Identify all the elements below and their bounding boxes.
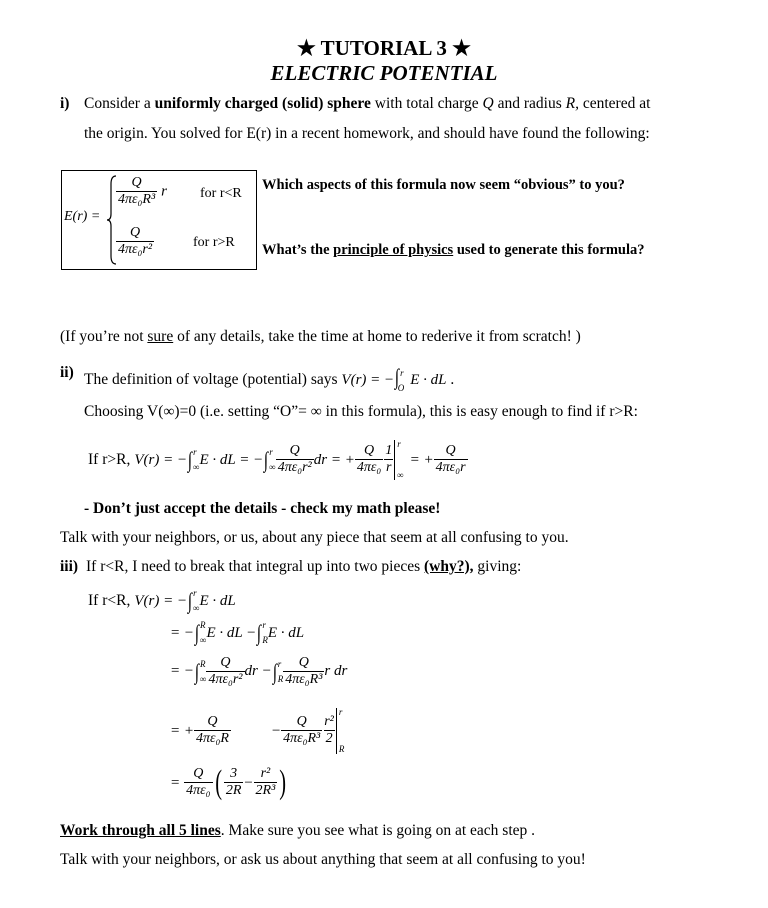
part1-label: i)	[60, 95, 70, 112]
inside-line4-num1: Q	[207, 714, 218, 730]
efield-case1-cond: for r<R	[200, 186, 242, 201]
calc-outside-num2: Q	[363, 443, 375, 459]
inside-line4-eq: = +	[170, 722, 194, 739]
inside-line3-eq: = −	[170, 663, 194, 680]
question-principle-a: What’s the	[262, 242, 334, 258]
left-paren-icon: (	[214, 764, 222, 801]
inside-line5	[170, 764, 289, 802]
efield-case2-den: 4πε₀r²	[118, 241, 153, 257]
inside-line3-lower2: R	[277, 673, 284, 684]
inside-line2-upper2: r	[262, 620, 266, 630]
inside-line1-prefix: If r<R,	[88, 592, 131, 609]
inside-line4-den2: 4πε₀R³	[283, 731, 321, 746]
rederive-note-b: sure	[147, 328, 174, 345]
inside-line2-int-a: E · dL −	[206, 624, 257, 641]
part1-line1-c: with total charge	[370, 95, 483, 112]
check-math-note: - Don’t just accept the details - check my math please!	[84, 500, 441, 517]
inside-line4-minus: −	[270, 722, 282, 739]
part1-line1-a: Consider a	[84, 95, 155, 112]
inside-line5-minus: −	[243, 774, 254, 791]
voltage-def-lhs: V(r) = −	[341, 372, 395, 388]
inside-line5-num1: Q	[193, 766, 204, 782]
part3-label: iii)	[60, 558, 79, 575]
inside-line5-num3: r²	[260, 766, 271, 782]
part1-line1-e: centered at	[578, 95, 651, 112]
calc-outside-int1: E · dL = −	[199, 451, 264, 468]
inside-line4-frac2	[281, 715, 322, 746]
inside-line3-upper2: r	[277, 658, 282, 669]
integral-sign: ∫	[395, 364, 400, 389]
part1-line1-bold: uniformly charged (solid) sphere	[154, 95, 371, 112]
inside-line3-num2: Q	[298, 655, 309, 670]
integral-sign: ∫	[272, 658, 277, 684]
inside-line5-frac1	[184, 767, 212, 798]
calc-outside-eval-lower: ∞	[397, 470, 404, 480]
rederive-note-c: of any details, take the time at home to rederive it from scratch! )	[173, 328, 581, 345]
inside-line4-eval	[336, 708, 345, 754]
calc-outside-num3: 1	[385, 443, 393, 459]
efield-case2-num: Q	[129, 225, 141, 240]
part2-line2: Choosing V(∞)=0 (i.e. setting “O”= ∞ in this formula), this is easy enough to find if r>R:	[84, 403, 638, 420]
calc-outside-den1: 4πε₀r²	[277, 460, 312, 475]
inside-line1-upper: r	[193, 588, 197, 598]
work-through-note	[60, 822, 535, 840]
part3-line1	[86, 558, 521, 576]
work-through-bold: Work through all 5 lines	[60, 822, 221, 839]
inside-line4-den1: 4πε₀R	[196, 731, 229, 746]
part1-line1-R: R,	[565, 95, 579, 112]
calc-outside-eval-upper: r	[397, 439, 401, 449]
inside-line5-den2: 2R	[225, 783, 242, 798]
calc-outside-frac1	[276, 444, 314, 475]
voltage-def-integrand: E · dL	[410, 372, 447, 388]
talk-neighbors-2: Talk with your neighbors, or ask us about anything that seem at all confusing to you!	[60, 851, 586, 868]
page-subtitle: ELECTRIC POTENTIAL	[270, 61, 498, 85]
inside-line4-den3: 2	[325, 731, 333, 746]
inside-line3-num1: Q	[220, 655, 231, 670]
calc-outside-num4: Q	[445, 443, 456, 459]
integral-sign: ∫	[257, 620, 262, 645]
question-principle-b: principle of physics	[333, 242, 454, 258]
inside-line3-dr: dr −	[244, 663, 272, 680]
part2-line1-text: The definition of voltage (potential) says	[84, 371, 342, 388]
inside-line4-num2: Q	[296, 714, 307, 730]
integral-sign: ∫	[187, 447, 193, 472]
inside-line2-lower: ∞	[200, 635, 207, 645]
calc-outside-upper: r	[193, 447, 197, 457]
calc-outside-lower2: ∞	[269, 462, 276, 472]
question-principle-c: used to generate this formula?	[453, 242, 645, 258]
efield-case1	[116, 176, 167, 207]
inside-line1-int: E · dL	[199, 592, 236, 609]
part3-line1-a: If r<R, I need to break that integral up into two pieces	[86, 558, 425, 575]
inside-line2-lower2: R	[262, 635, 268, 645]
voltage-def-lower: O	[397, 383, 405, 393]
efield-case1-tail: r	[161, 183, 167, 200]
inside-line2-int-b: E · dL	[267, 624, 305, 641]
right-paren-icon: )	[279, 764, 287, 801]
integral-sign: ∫	[194, 658, 200, 684]
inside-line1-lower: ∞	[193, 603, 200, 613]
calc-outside-prefix: If r>R,	[88, 451, 131, 468]
calc-outside-upper2: r	[269, 447, 273, 457]
inside-line2	[170, 620, 304, 646]
rederive-note-a: (If you’re not	[60, 328, 148, 345]
inside-line5-den3: 2R³	[255, 783, 276, 798]
calc-outside-frac4	[434, 444, 468, 475]
rederive-note	[60, 328, 581, 346]
inside-line2-eq: = −	[170, 624, 194, 641]
inside-line3-upper: R	[200, 658, 206, 669]
part1-line1	[84, 95, 650, 113]
calc-outside-dr: dr = +	[313, 451, 355, 468]
inside-line5-num2: 3	[230, 766, 238, 782]
inside-line3-frac2	[283, 656, 324, 687]
calc-outside-frac2	[355, 444, 383, 475]
inside-line3-frac1	[206, 656, 244, 687]
calc-outside-eval	[394, 440, 403, 480]
part3-line1-c: giving:	[473, 558, 522, 575]
question-principle	[262, 242, 645, 259]
calc-outside-den3: r	[386, 460, 392, 475]
part3-why: (why?),	[424, 558, 474, 575]
question-obvious: Which aspects of this formula now seem “obvious” to you?	[262, 177, 625, 193]
inside-line3-den1: 4πε₀r²	[208, 671, 243, 687]
inside-line5-frac2	[224, 767, 244, 798]
part2-line1: The definition of voltage (potential) says V(r) = −∫$^r_O$ E · dL .	[84, 364, 455, 393]
inside-line5-den1: 4πε₀	[186, 783, 211, 798]
calc-outside-V: V(r) = −	[134, 451, 188, 468]
efield-case2-frac	[116, 226, 154, 257]
calc-outside-den4: 4πε₀r	[435, 460, 466, 475]
inside-line2-upper: R	[200, 620, 206, 630]
calc-outside-lower: ∞	[193, 462, 200, 472]
calc-outside-num1: Q	[289, 443, 300, 459]
part1-line1-Q: Q	[482, 95, 494, 112]
part2-label: ii)	[60, 364, 74, 381]
efield-case1-den: 4πε₀R³	[118, 191, 156, 207]
part1-line2: the origin. You solved for E(r) in a recent homework, and should have found the following:	[84, 125, 650, 142]
calc-outside-den2: 4πε₀	[356, 460, 382, 475]
inside-line4-eval-upper: r	[338, 707, 343, 717]
efield-case1-num: Q	[131, 175, 142, 190]
inside-line1-V: V(r) = −	[134, 592, 188, 609]
integral-sign: ∫	[194, 620, 200, 645]
calc-outside-eq: = +	[409, 451, 434, 468]
calc-outside	[88, 440, 468, 480]
part1-line1-d: and radius	[493, 95, 566, 112]
inside-line4-num3: r²	[324, 714, 334, 730]
integral-sign: ∫	[187, 588, 193, 613]
efield-lhs: E(r) =	[64, 209, 101, 224]
efield-case2	[116, 226, 154, 257]
page-title: ★ TUTORIAL 3 ★	[296, 36, 471, 60]
inside-line5-frac3	[254, 767, 278, 798]
inside-line3-lower: ∞	[200, 673, 207, 684]
inside-line3-den2: 4πε₀R³	[285, 671, 323, 687]
work-through-rest: . Make sure you see what is going on at each step .	[220, 822, 536, 839]
integral-sign: ∫	[264, 447, 269, 472]
inside-line4-eval-lower: R	[338, 744, 345, 754]
voltage-def-upper: r	[400, 368, 404, 378]
inside-line3	[170, 656, 347, 687]
inside-line4-frac3	[322, 715, 336, 746]
inside-line4	[170, 708, 344, 754]
calc-outside-frac3	[383, 444, 394, 475]
inside-line1	[88, 588, 236, 614]
talk-neighbors-1: Talk with your neighbors, or us, about any piece that seem at all confusing to you.	[60, 529, 569, 546]
inside-line4-frac1	[194, 715, 231, 746]
efield-case2-cond: for r>R	[193, 235, 235, 250]
inside-line3-tail: r dr	[324, 663, 348, 680]
inside-line5-eq: =	[170, 774, 181, 791]
efield-case1-frac	[116, 176, 157, 207]
